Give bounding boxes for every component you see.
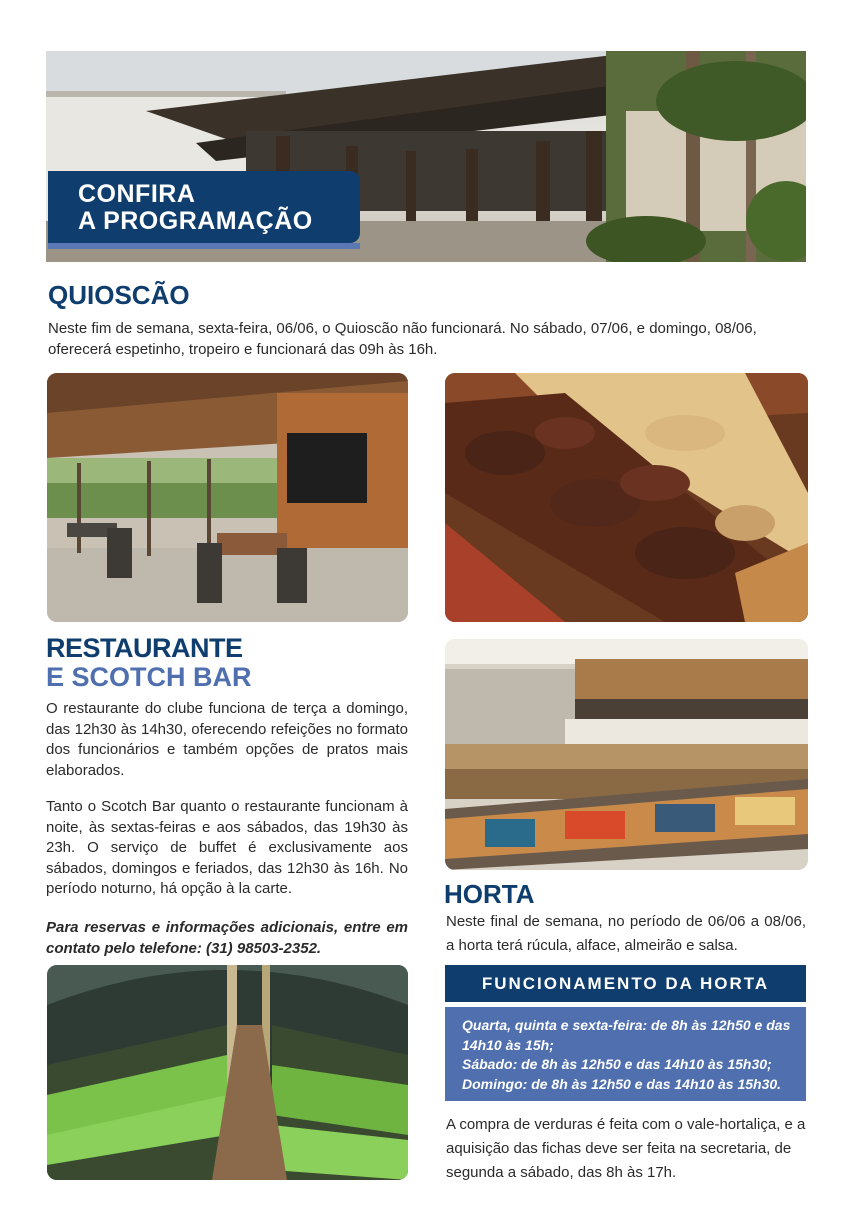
schedule-line-saturday: Sábado: de 8h às 12h50 e das 14h10 às 15h30; — [462, 1056, 772, 1072]
hero-title-banner — [48, 171, 360, 243]
hero-photo — [46, 51, 806, 262]
scotch-bar-heading: E SCOTCH BAR — [46, 662, 252, 692]
schedule-line-weekdays: Quarta, quinta e sexta-feira: de 8h às 12h50 e das 14h10 às 15h; — [462, 1017, 791, 1053]
greenhouse-photo — [47, 965, 408, 1180]
kiosk-photo — [47, 373, 408, 622]
restaurante-paragraph-1: O restaurante do clube funciona de terça a domingo, das 12h30 às 14h30, oferecendo refeições no formato dos funcionários e também opções de pratos mais elaborados. — [46, 700, 408, 779]
quioscao-heading: QUIOSCÃO — [48, 280, 190, 310]
schedule-line-sunday: Domingo: de 8h às 12h50 e das 14h10 às 15h30. — [462, 1075, 782, 1092]
hero-banner-stripe — [48, 243, 360, 249]
restaurante-heading: RESTAURANTE — [46, 633, 243, 663]
hero-title-line2: A PROGRAMAÇÃO — [78, 207, 313, 235]
reservas-contact-text: Para reservas e informações adicionais, entre em contato pelo telefone: (31) 98503-2352. — [46, 919, 408, 957]
horta-text: Neste final de semana, no período de 06/06 a 08/06, a horta terá rúcula, alface, almeirão e salsa. — [446, 913, 806, 954]
compra-verduras-text: A compra de verduras é feita com o vale-hortaliça, e a aquisição das fichas deve ser feita na secretaria, de segunda a sábado, das 8h às 17h. — [446, 1116, 806, 1181]
restaurante-paragraph-2: Tanto o Scotch Bar quanto o restaurante funcionam à noite, às sextas-feiras e aos sábados, das 19h30 às 23h. O serviço de buffet é exclusivamente aos sábados, domingos e feriados, das 12h30 às 16h. No período noturno, há opção à la carte. — [46, 798, 408, 897]
skewers-photo — [445, 373, 808, 622]
hero-title-line1: CONFIRA — [78, 180, 196, 208]
funcionamento-horta-title: FUNCIONAMENTO DA HORTA — [445, 965, 806, 1002]
quioscao-text: Neste fim de semana, sexta-feira, 06/06, o Quioscão não funcionará. No sábado, 07/06, e domingo, 08/06, oferecerá espetinho, tropeiro e funcionará das 09h às 16h. — [48, 320, 757, 358]
restaurant-photo — [445, 639, 808, 870]
funcionamento-horta-schedule — [445, 1007, 806, 1101]
horta-heading: HORTA — [444, 879, 535, 909]
